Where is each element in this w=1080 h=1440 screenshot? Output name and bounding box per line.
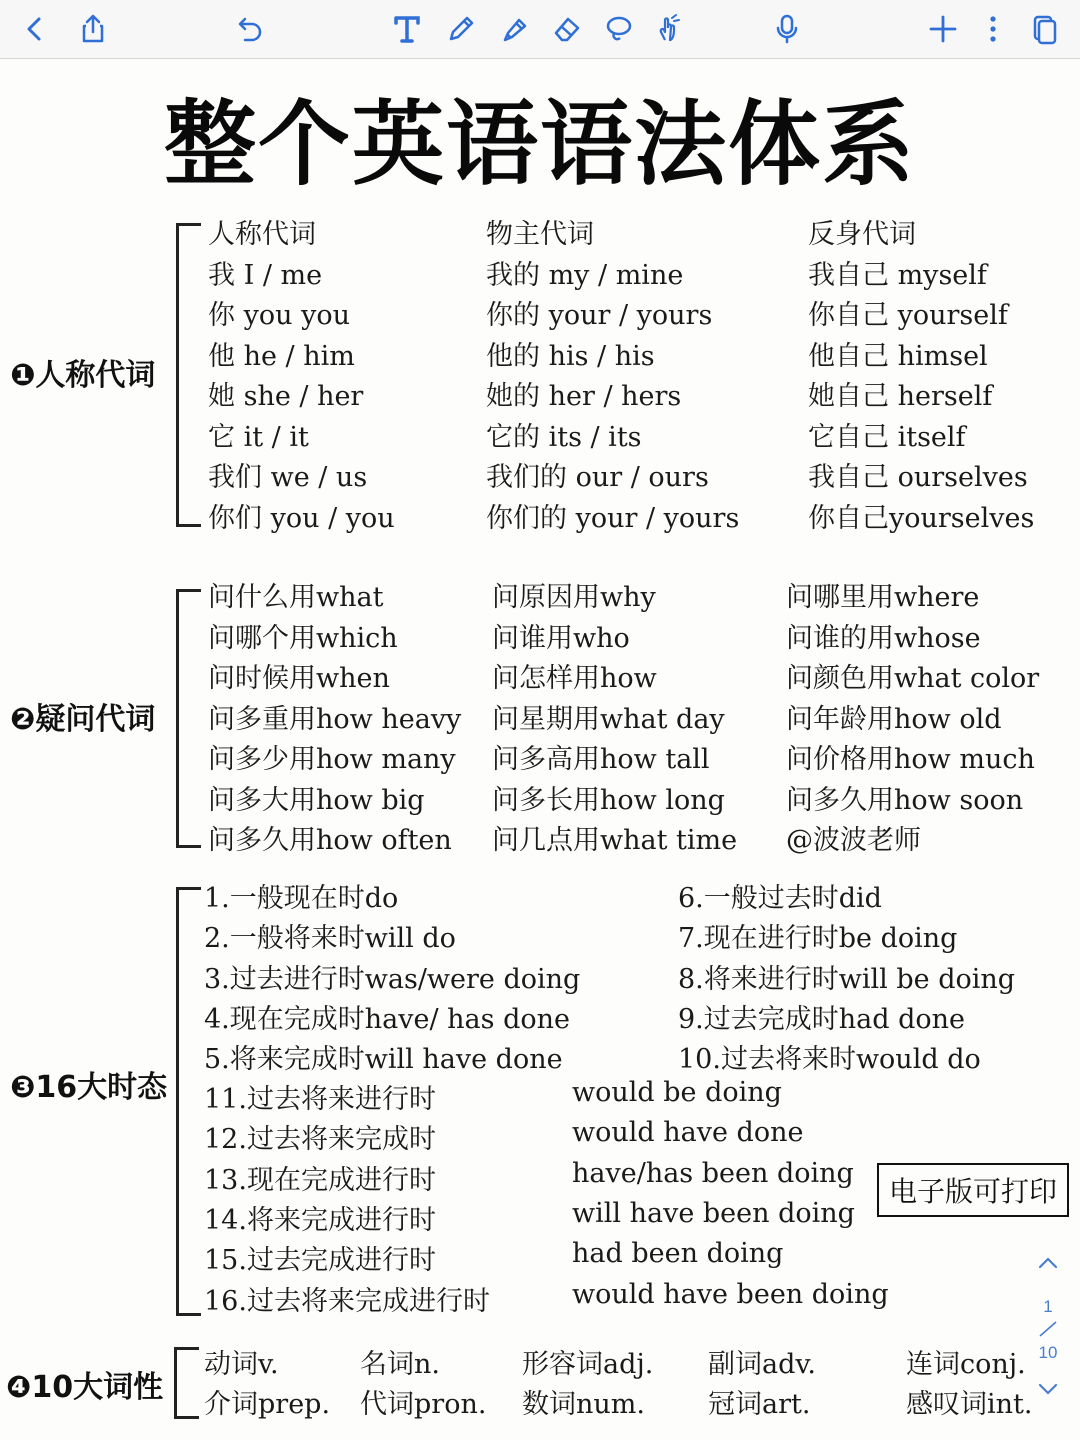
more-icon[interactable] — [972, 8, 1014, 50]
tense-form: would have been doing — [572, 1278, 889, 1310]
lasso-icon[interactable] — [598, 8, 640, 50]
interrogative-item: 问星期用what day — [492, 703, 725, 735]
reflexive-pronoun: 你自己yourselves — [808, 502, 1035, 534]
tense-item: 5.将来完成时will have done — [204, 1044, 563, 1076]
interrogative-item: 问谁的用whose — [786, 622, 981, 654]
eraser-icon[interactable] — [546, 8, 588, 50]
tense-name: 14.将来完成进行时 — [204, 1204, 436, 1236]
possessive-pronoun: 她的 her / hers — [486, 381, 682, 412]
interrogative-item: 问怎样用how — [492, 663, 657, 694]
tense-form: would have done — [572, 1117, 804, 1149]
page-up-chevron-icon[interactable] — [1030, 1247, 1066, 1278]
possessive-pronoun: 你们的 your / yours — [486, 502, 740, 534]
tense-item: 9.过去完成时had done — [678, 1003, 966, 1035]
possessive-pronoun: 他的 his / his — [486, 340, 655, 372]
part-of-speech: 动词v. — [204, 1349, 279, 1380]
tense-item: 8.将来进行时will be doing — [678, 963, 1016, 995]
tense-item: 3.过去进行时was/were doing — [204, 963, 581, 995]
personal-pronoun: 我 I / me — [208, 259, 323, 291]
page-number-total: 10 — [1038, 1343, 1058, 1362]
tense-form: will have been doing — [572, 1197, 855, 1229]
reflexive-pronoun: 她自己 herself — [808, 381, 993, 412]
interrogative-item: 问多高用how tall — [492, 744, 710, 775]
bracket-pronouns — [176, 223, 201, 527]
interrogative-item: 问颜色用what color — [786, 663, 1040, 694]
tense-name: 11.过去将来进行时 — [204, 1084, 436, 1115]
tense-item: 6.一般过去时did — [678, 883, 882, 914]
page-number-divider — [1030, 1319, 1066, 1344]
part-of-speech: 连词conj. — [906, 1349, 1026, 1380]
pen-icon[interactable] — [440, 8, 482, 50]
tense-item: 7.现在进行时be doing — [678, 923, 958, 955]
section-label-pos: ❹10大词性 — [6, 1370, 164, 1405]
possessive-pronoun: 物主代词 — [486, 219, 594, 250]
possessive-pronoun: 我们的 our / ours — [486, 462, 709, 493]
part-of-speech: 冠词art. — [708, 1389, 811, 1420]
print-note: 电子版可打印 — [877, 1163, 1069, 1217]
part-of-speech: 形容词adj. — [522, 1349, 654, 1380]
highlighter-icon[interactable] — [493, 8, 535, 50]
tense-item: 4.现在完成时have/ has done — [204, 1003, 570, 1035]
section-label-interrogatives: ❷疑问代词 — [10, 702, 156, 737]
interrogative-item: 问年龄用how old — [786, 703, 1002, 735]
personal-pronoun: 你们 you / you — [208, 502, 395, 534]
reflexive-pronoun: 它自己 itself — [808, 421, 966, 453]
part-of-speech: 副词adv. — [708, 1349, 817, 1380]
reflexive-pronoun: 反身代词 — [808, 219, 916, 250]
toolbar — [0, 0, 1080, 59]
bracket-interrogatives — [176, 589, 201, 848]
interrogative-item: 问多大用how big — [208, 784, 425, 816]
page-number-current: 1 — [1043, 1297, 1053, 1316]
tense-name: 12.过去将来完成时 — [204, 1124, 436, 1156]
part-of-speech: 介词prep. — [204, 1389, 331, 1420]
section-label-tenses: ❸16大时态 — [10, 1070, 168, 1105]
tense-item: 10.过去将来时would do — [678, 1044, 981, 1076]
interrogative-item: 问多久用how often — [208, 825, 452, 856]
personal-pronoun: 你 you you — [208, 300, 350, 331]
reflexive-pronoun: 你自己 yourself — [808, 300, 1008, 331]
reflexive-pronoun: 我自己 myself — [808, 259, 987, 291]
tense-name: 15.过去完成进行时 — [204, 1245, 436, 1277]
interrogative-item: 问哪里用where — [786, 582, 980, 613]
pages-icon[interactable] — [1024, 8, 1066, 50]
add-icon[interactable] — [922, 8, 964, 50]
share-icon[interactable] — [72, 8, 114, 50]
touch-gesture-icon[interactable] — [648, 8, 690, 50]
notebook-page[interactable] — [0, 59, 1080, 1440]
text-tool-icon[interactable] — [386, 8, 428, 50]
tense-form: had been doing — [572, 1238, 784, 1270]
page-down-chevron-icon[interactable] — [1030, 1381, 1066, 1402]
bracket-pos — [174, 1347, 199, 1419]
microphone-icon[interactable] — [766, 8, 808, 50]
reflexive-pronoun: 他自己 himsel — [808, 340, 988, 372]
interrogative-item: 问多少用how many — [208, 744, 456, 775]
interrogative-item: 问多久用how soon — [786, 784, 1024, 816]
tense-item: 2.一般将来时will do — [204, 923, 456, 955]
section-label-pronouns: ❶人称代词 — [10, 358, 156, 393]
page-title: 整个英语语法体系 — [163, 91, 916, 198]
tense-item: 1.一般现在时do — [204, 883, 399, 914]
interrogative-item: 问谁用who — [492, 622, 630, 654]
tense-name: 16.过去将来完成进行时 — [204, 1285, 490, 1317]
personal-pronoun: 人称代词 — [208, 219, 316, 250]
interrogative-item: @波波老师 — [786, 825, 921, 856]
personal-pronoun: 她 she / her — [208, 381, 364, 412]
personal-pronoun: 我们 we / us — [208, 462, 368, 493]
tense-form: would be doing — [572, 1077, 782, 1108]
interrogative-item: 问时候用when — [208, 663, 390, 694]
interrogative-item: 问价格用how much — [786, 744, 1035, 775]
personal-pronoun: 他 he / him — [208, 340, 355, 372]
bracket-tenses — [176, 887, 201, 1316]
interrogative-item: 问哪个用which — [208, 622, 398, 654]
personal-pronoun: 它 it / it — [208, 421, 309, 453]
part-of-speech: 数词num. — [522, 1389, 645, 1420]
part-of-speech: 感叹词int. — [906, 1389, 1033, 1420]
part-of-speech: 代词pron. — [360, 1389, 487, 1420]
interrogative-item: 问多重用how heavy — [208, 703, 462, 735]
interrogative-item: 问几点用what time — [492, 825, 738, 856]
interrogative-item: 问什么用what — [208, 582, 384, 613]
tense-form: have/has been doing — [572, 1157, 854, 1189]
possessive-pronoun: 我的 my / mine — [486, 259, 684, 291]
back-chevron-icon[interactable] — [14, 8, 56, 50]
reflexive-pronoun: 我自己 ourselves — [808, 462, 1028, 493]
tense-name: 13.现在完成进行时 — [204, 1164, 436, 1196]
interrogative-item: 问多长用how long — [492, 784, 725, 816]
interrogative-item: 问原因用why — [492, 582, 656, 613]
possessive-pronoun: 你的 your / yours — [486, 300, 713, 331]
undo-icon[interactable] — [228, 8, 270, 50]
part-of-speech: 名词n. — [360, 1349, 440, 1380]
possessive-pronoun: 它的 its / its — [486, 421, 642, 453]
